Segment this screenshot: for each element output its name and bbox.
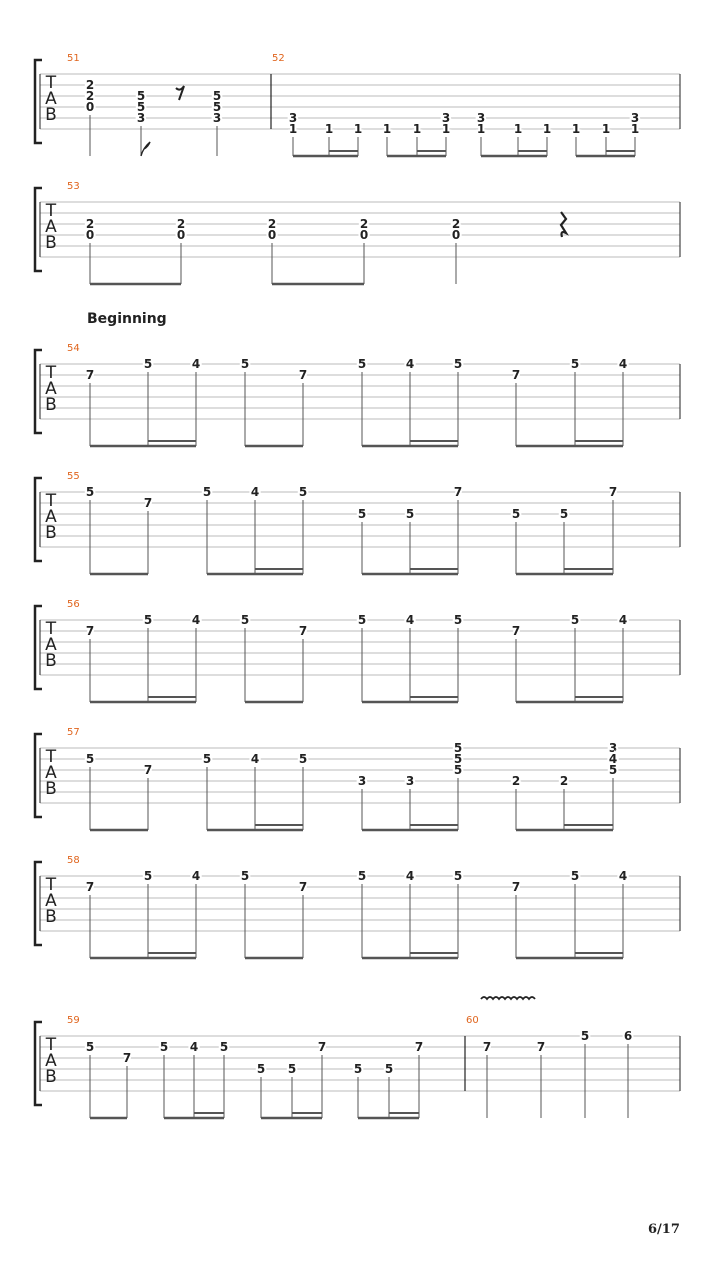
measure-number: 55 (67, 471, 80, 482)
fret-number: 2 (85, 217, 95, 231)
fret-number: 5 (453, 613, 463, 627)
fret-number: 7 (482, 1040, 492, 1054)
fret-number: 5 (256, 1062, 266, 1076)
fret-number: 5 (240, 869, 250, 883)
vibrato-mark (481, 997, 535, 999)
fret-number: 5 (212, 89, 222, 103)
fret-number: 2 (559, 774, 569, 788)
fret-number: 5 (159, 1040, 169, 1054)
tab-clef-letter: A (45, 379, 57, 399)
fret-number: 5 (136, 89, 146, 103)
system-bracket (35, 862, 42, 945)
fret-number: 5 (357, 613, 367, 627)
fret-number: 2 (85, 89, 95, 103)
fret-number: 5 (357, 357, 367, 371)
measure-number: 58 (67, 855, 80, 866)
fret-number: 2 (451, 217, 461, 231)
fret-number: 4 (189, 1040, 199, 1054)
fret-number: 5 (287, 1062, 297, 1076)
fret-number: 5 (212, 100, 222, 114)
fret-number: 3 (405, 774, 415, 788)
fret-number: 5 (453, 763, 463, 777)
fret-number: 5 (357, 507, 367, 521)
fret-number: 5 (298, 485, 308, 499)
fret-number: 3 (441, 111, 451, 125)
tab-clef-letter: T (45, 73, 57, 93)
fret-number: 7 (85, 368, 95, 382)
fret-number: 5 (85, 752, 95, 766)
tab-clef-letter: T (45, 875, 57, 895)
tab-system (35, 343, 680, 446)
fret-number: 1 (441, 122, 451, 136)
tab-system (35, 997, 680, 1118)
fret-number: 6 (623, 1029, 633, 1043)
fret-number: 7 (317, 1040, 327, 1054)
tab-clef-letter: B (45, 779, 57, 799)
system-bracket (35, 606, 42, 689)
fret-number: 7 (298, 624, 308, 638)
fret-number: 2 (85, 78, 95, 92)
fret-number: 5 (143, 869, 153, 883)
fret-number: 1 (353, 122, 363, 136)
fret-number: 3 (476, 111, 486, 125)
tab-clef-letter: B (45, 907, 57, 927)
tab-clef-letter: A (45, 635, 57, 655)
fret-number: 5 (559, 507, 569, 521)
fret-number: 0 (359, 228, 369, 242)
system-bracket (35, 350, 42, 433)
fret-number: 5 (570, 613, 580, 627)
fret-number: 4 (191, 869, 201, 883)
measure-number: 57 (67, 727, 80, 738)
fret-number: 7 (536, 1040, 546, 1054)
fret-number: 7 (608, 485, 618, 499)
eighth-rest (176, 86, 184, 100)
fret-number: 0 (85, 228, 95, 242)
fret-number: 7 (85, 624, 95, 638)
fret-number: 2 (267, 217, 277, 231)
fret-number: 5 (240, 357, 250, 371)
note-flag (141, 142, 150, 156)
fret-number: 0 (176, 228, 186, 242)
page-number: 6/17 (648, 1222, 680, 1237)
fret-number: 4 (618, 357, 628, 371)
fret-number: 7 (414, 1040, 424, 1054)
fret-number: 5 (357, 869, 367, 883)
fret-number: 3 (630, 111, 640, 125)
fret-number: 7 (298, 880, 308, 894)
fret-number: 5 (136, 100, 146, 114)
tab-system (35, 727, 680, 830)
fret-number: 3 (357, 774, 367, 788)
fret-number: 3 (288, 111, 298, 125)
fret-number: 3 (136, 111, 146, 125)
tab-system (35, 53, 680, 156)
tab-clef-letter: B (45, 233, 57, 253)
fret-number: 2 (176, 217, 186, 231)
fret-number: 5 (453, 741, 463, 755)
fret-number: 7 (85, 880, 95, 894)
fret-number: 1 (288, 122, 298, 136)
fret-number: 1 (571, 122, 581, 136)
tab-clef-letter: B (45, 105, 57, 125)
fret-number: 7 (511, 368, 521, 382)
fret-number: 0 (267, 228, 277, 242)
fret-number: 1 (513, 122, 523, 136)
tab-clef-letter: T (45, 491, 57, 511)
fret-number: 5 (384, 1062, 394, 1076)
fret-number: 7 (511, 880, 521, 894)
fret-number: 5 (143, 357, 153, 371)
tab-clef-letter: T (45, 747, 57, 767)
tab-system (35, 471, 680, 574)
system-bracket (35, 60, 42, 143)
fret-number: 3 (212, 111, 222, 125)
measure-number: 54 (67, 343, 80, 354)
tab-clef-letter: A (45, 1051, 57, 1071)
fret-number: 7 (143, 496, 153, 510)
fret-number: 5 (298, 752, 308, 766)
fret-number: 7 (122, 1051, 132, 1065)
measure-number: 52 (272, 53, 285, 64)
tab-clef-letter: A (45, 89, 57, 109)
fret-number: 4 (608, 752, 618, 766)
fret-number: 0 (451, 228, 461, 242)
section-label: Beginning (87, 311, 167, 327)
fret-number: 4 (405, 869, 415, 883)
tab-clef-letter: A (45, 891, 57, 911)
fret-number: 5 (85, 1040, 95, 1054)
fret-number: 7 (453, 485, 463, 499)
tab-clef-letter: T (45, 1035, 57, 1055)
measure-number: 59 (67, 1015, 80, 1026)
measure-number: 56 (67, 599, 80, 610)
tab-clef-letter: B (45, 651, 57, 671)
fret-number: 5 (580, 1029, 590, 1043)
fret-number: 7 (143, 763, 153, 777)
fret-number: 1 (601, 122, 611, 136)
fret-number: 2 (359, 217, 369, 231)
system-bracket (35, 478, 42, 561)
fret-number: 1 (382, 122, 392, 136)
fret-number: 4 (618, 869, 628, 883)
fret-number: 3 (608, 741, 618, 755)
fret-number: 1 (412, 122, 422, 136)
fret-number: 4 (250, 752, 260, 766)
fret-number: 5 (570, 357, 580, 371)
fret-number: 0 (85, 100, 95, 114)
fret-number: 7 (298, 368, 308, 382)
fret-number: 5 (240, 613, 250, 627)
fret-number: 5 (511, 507, 521, 521)
fret-number: 5 (570, 869, 580, 883)
fret-number: 5 (405, 507, 415, 521)
tab-clef-letter: A (45, 507, 57, 527)
tab-clef-letter: T (45, 201, 57, 221)
tab-system (35, 855, 680, 958)
fret-number: 7 (511, 624, 521, 638)
fret-number: 4 (191, 613, 201, 627)
fret-number: 2 (511, 774, 521, 788)
tab-clef-letter: T (45, 619, 57, 639)
fret-number: 5 (219, 1040, 229, 1054)
fret-number: 5 (202, 485, 212, 499)
fret-number: 1 (324, 122, 334, 136)
fret-number: 4 (405, 357, 415, 371)
measure-number: 60 (466, 1015, 479, 1026)
fret-number: 5 (608, 763, 618, 777)
system-bracket (35, 1022, 42, 1105)
fret-number: 4 (405, 613, 415, 627)
tab-clef-letter: B (45, 395, 57, 415)
fret-number: 4 (191, 357, 201, 371)
measure-number: 51 (67, 53, 80, 64)
tab-system (35, 181, 680, 284)
fret-number: 1 (630, 122, 640, 136)
fret-number: 4 (250, 485, 260, 499)
tab-clef-letter: T (45, 363, 57, 383)
system-bracket (35, 188, 42, 271)
fret-number: 5 (353, 1062, 363, 1076)
measure-number: 53 (67, 181, 80, 192)
fret-number: 5 (453, 752, 463, 766)
tab-clef-letter: B (45, 1067, 57, 1087)
fret-number: 4 (618, 613, 628, 627)
tab-clef-letter: A (45, 217, 57, 237)
tab-system (35, 599, 680, 702)
tab-clef-letter: B (45, 523, 57, 543)
fret-number: 5 (453, 357, 463, 371)
fret-number: 5 (143, 613, 153, 627)
fret-number: 1 (476, 122, 486, 136)
tab-clef-letter: A (45, 763, 57, 783)
fret-number: 5 (85, 485, 95, 499)
fret-number: 5 (453, 869, 463, 883)
fret-number: 5 (202, 752, 212, 766)
fret-number: 1 (542, 122, 552, 136)
system-bracket (35, 734, 42, 817)
